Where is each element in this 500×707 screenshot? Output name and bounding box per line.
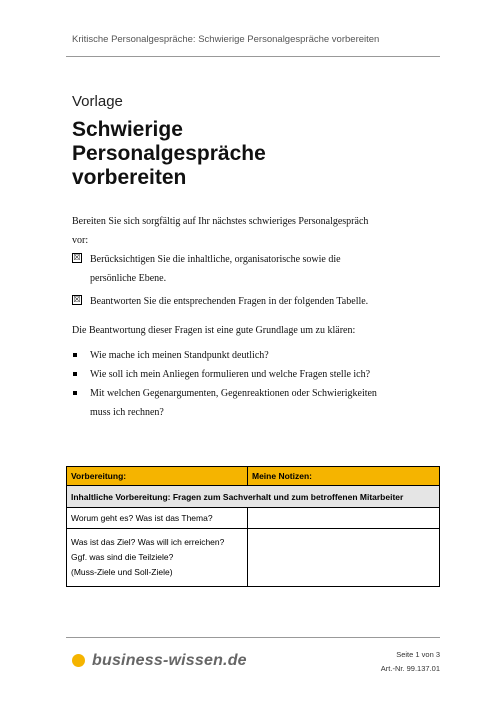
question-cell [67,529,248,587]
page-info [340,648,440,676]
bullet-line: muss ich rechnen? [90,407,164,418]
logo-dot-icon [72,654,85,667]
section-heading: Inhaltliche Vorbereitung: Fragen zum Sachverhalt und zum betroffenen Mitarbeiter [67,486,440,508]
intro-paragraph [72,212,372,250]
checklist-item-text [90,292,380,311]
notes-cell[interactable] [248,529,440,587]
question-line: Ggf. was sind die Teilziele? [71,552,174,562]
bullet-icon [73,391,77,395]
page-number: Seite 1 von 3 [396,650,440,659]
bullet-line: Mit welchen Gegenargumenten, Gegenreaktionen oder Schwierigkeiten [90,388,377,399]
running-header: Kritische Personalgespräche: Schwierige Personalgespräche vorbereiten [72,34,380,45]
page-title [72,118,432,190]
article-number: Art.-Nr. 99.137.01 [380,664,440,673]
checklist-item-text [90,250,380,288]
checklist-line: Berücksichtigen Sie die inhaltliche, organisatorische sowie die [90,254,341,265]
table-row [67,529,440,587]
bullet-text [90,384,380,422]
document-kicker: Vorlage [72,93,123,110]
intro-line: vor: [72,235,89,246]
question-line: (Muss-Ziele und Soll-Ziele) [71,567,173,577]
checked-box-icon: ☒ [73,253,81,262]
checklist-line: Beantworten Sie die entsprechenden Fragen in der folgenden Tabelle. [90,296,369,307]
bullet-text: Wie mache ich meinen Standpunkt deutlich? [90,350,269,361]
notes-cell[interactable] [248,508,440,529]
title-line: Schwierige [72,118,183,141]
bullet-text: Wie soll ich mein Anliegen formulieren und welche Fragen stelle ich? [90,369,371,380]
title-line: vorbereiten [72,166,187,189]
table-row [67,508,440,529]
bullet-icon [73,372,77,376]
body-paragraph: Die Beantwortung dieser Fragen ist eine gute Grundlage um zu klären: [72,325,356,336]
header-divider [66,56,440,57]
title-line: Personalgespräche [72,142,266,165]
table-section-row [67,486,440,508]
bullet-icon [73,353,77,357]
question-cell: Worum geht es? Was ist das Thema? [67,508,248,529]
question-line: Was ist das Ziel? Was will ich erreichen? [71,537,225,547]
column-header-preparation: Vorbereitung: [67,467,248,486]
checked-box-icon: ☒ [73,295,81,304]
brand-logo: business-wissen.de [92,652,247,669]
column-header-notes: Meine Notizen: [248,467,440,486]
footer-divider [66,637,440,638]
table-header-row [67,467,440,486]
preparation-table [66,466,440,587]
intro-line: Bereiten Sie sich sorgfältig auf Ihr nächstes schwieriges Personalgespräch [72,216,369,227]
checklist-line: persönliche Ebene. [90,273,167,284]
